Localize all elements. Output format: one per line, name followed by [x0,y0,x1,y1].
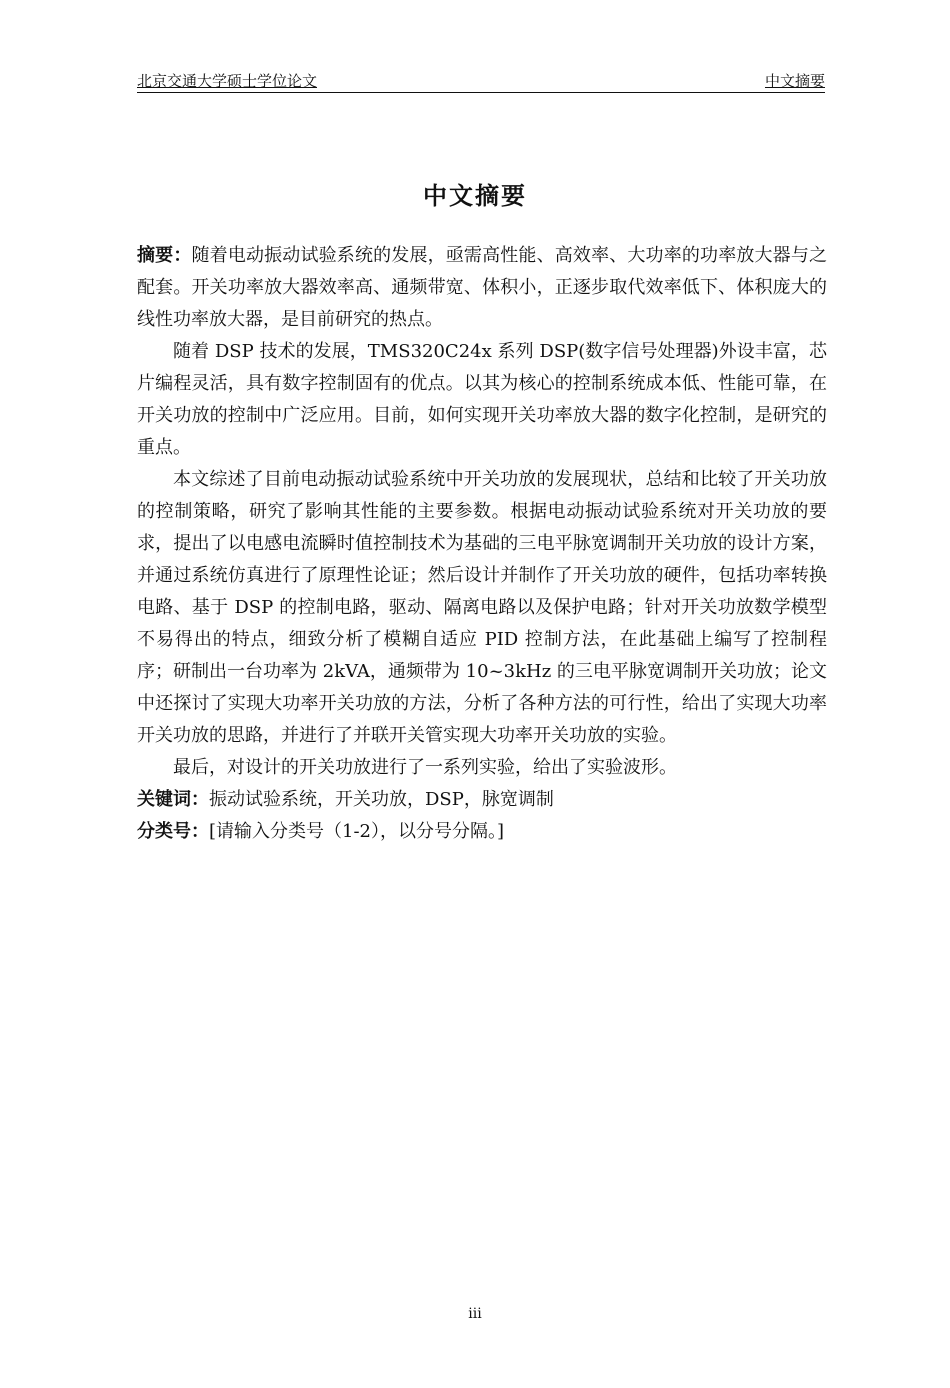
keywords-text: 振动试验系统，开关功放，DSP，脉宽调制 [209,789,554,810]
header-thesis-title: 北京交通大学硕士学位论文 [137,72,318,90]
classification-label: 分类号： [137,821,209,842]
page-title: 中文摘要 [423,181,527,210]
abstract-paragraph-4: 最后，对设计的开关功放进行了一系列实验，给出了实验波形。 [173,757,677,778]
classification-text: [请输入分类号（1-2），以分号分隔。] [209,821,505,842]
classification-line [137,816,827,848]
abstract-text-1: 随着电动振动试验系统的发展，亟需高性能、高效率、大功率的功率放大器与之配套。开关功率放大器效率高、通频带宽、体积小，正逐步取代效率低下、体积庞大的线性功率放大器，是目前研究的热点。 [137,245,828,330]
header-section-title: 中文摘要 [764,72,825,90]
abstract-label: 摘要： [137,245,192,266]
abstract-paragraph-1 [137,240,827,336]
keywords-label: 关键词： [137,789,209,810]
abstract-paragraph-2: 随着 DSP 技术的发展，TMS320C24x 系列 DSP(数字信号处理器)外设丰富，芯片编程灵活，具有数字控制固有的优点。以其为核心的控制系统成本低、性能可靠，在开关功放的控制中广泛应用。目前，如何实现开关功率放大器的数字化控制，是研究的重点。 [137,341,827,458]
keywords-line [137,784,827,816]
page-number: iii [468,1306,482,1322]
abstract-paragraph-3: 本文综述了目前电动振动试验系统中开关功放的发展现状，总结和比较了开关功放的控制策略，研究了影响其性能的主要参数。根据电动振动试验系统对开关功放的要求，提出了以电感电流瞬时值控制技术为基础的三电平脉宽调制开关功放的设计方案，并通过系统仿真进行了原理性论证；然后设计并制作了开关功放的硬件，包括功率转换电路、基于 DSP 的控制电路，驱动、隔离电路以及保护电路；针对开关功放数学模型不易得出的特点，细致分析了模糊自适应 PID 控制方法，在此基础上编写了控制程序；研制出一台功率为 2kVA，通频带为 10~3kHz 的三电平脉宽调制开关功放；论文中还探讨了实现大功率开关功放的方法，分析了各种方法的可行性，给出了实现大功率开关功放的思路，并进行了并联开关管实现大功率开关功放的实验。 [137,469,827,746]
running-header [137,70,825,93]
abstract-body [137,240,827,848]
